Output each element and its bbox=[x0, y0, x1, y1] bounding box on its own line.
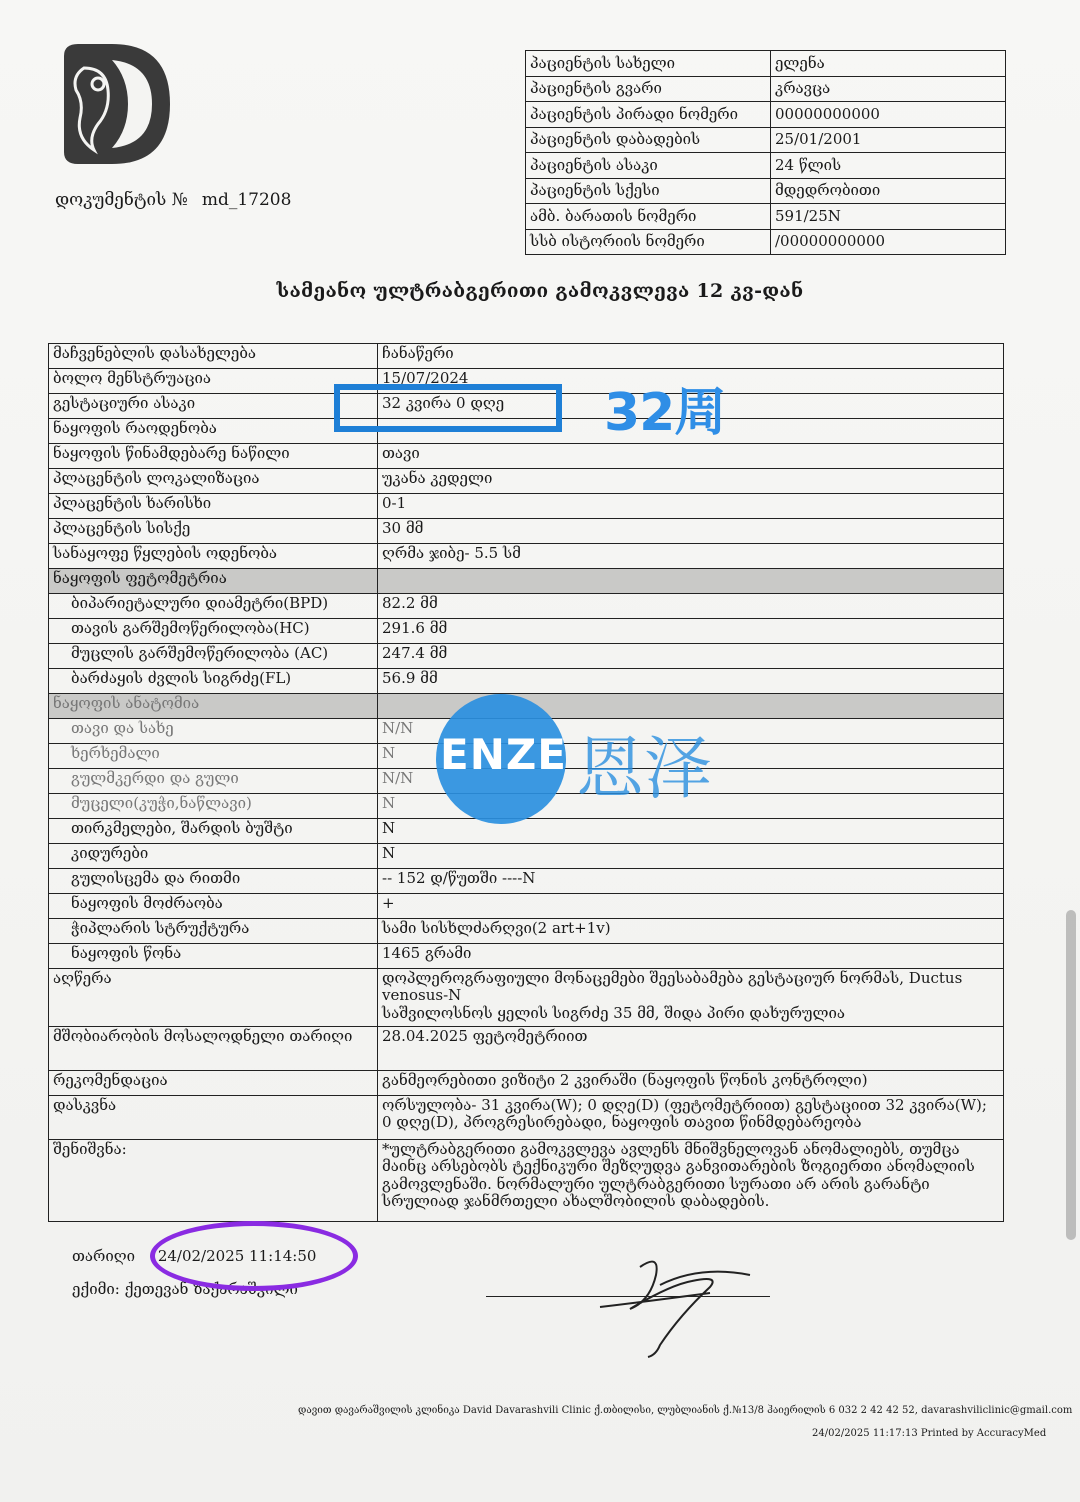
report-title: სამეანო ულტრაბგერითი გამოკვლევა 12 კვ-დან bbox=[276, 280, 804, 302]
row-label: პლაცენტის ხარისხი bbox=[49, 494, 378, 519]
row-label: გულმკერდი და გული bbox=[49, 769, 378, 794]
row-label: გესტაციური ასაკი bbox=[49, 394, 378, 419]
row-value: 32 კვირა 0 დღე bbox=[378, 394, 1004, 419]
row-label: მაჩვენებლის დასახელება bbox=[49, 344, 378, 369]
row-label: კიდურები bbox=[49, 844, 378, 869]
date-highlight-ellipse bbox=[150, 1221, 358, 1291]
row-label: ბიპარიეტალური დიამეტრი(BPD) bbox=[49, 594, 378, 619]
date-value: 24/02/2025 11:14:50 bbox=[157, 1247, 317, 1265]
patient-field-label: პაციენტის გვარი bbox=[526, 76, 771, 102]
row-value: N/N bbox=[378, 719, 1004, 744]
document-number-value: md_17208 bbox=[201, 190, 292, 210]
patient-field-label: პაციენტის დაბადების bbox=[526, 127, 771, 153]
clinic-footer: დავით დავარაშვილის კლინიკა David Davarashvili Clinic ქ.თბილისი, ლუბლიანის ქ.№13/8 ჰაიერილის 6 032 2 42 42 52, davarashviliclinic@gmail.com bbox=[298, 1405, 1073, 1416]
clinic-logo bbox=[54, 38, 176, 170]
row-value: N bbox=[378, 844, 1004, 869]
row-value: 15/07/2024 bbox=[378, 369, 1004, 394]
patient-field-label: პაციენტის სქესი bbox=[526, 178, 771, 204]
patient-field-value: 24 წლის bbox=[771, 153, 1006, 179]
row-value: *ულტრაბგერითი გამოკვლევა ავლენს მნიშვნელოვან ანომალიებს, თუმცა მაინც არსებობს ტექნიკური შეზღუდვა განვითარების ზოგიერთი ანომალიის გამოვლენაში. ნორმალური ულტრაბგერითი სურათი არ არის გარანტი სრულიად ჯანმრთელი ახალშობილის დაბადების. bbox=[378, 1140, 1004, 1222]
patient-field-value: ელენა bbox=[771, 51, 1006, 77]
patient-field-label: სსბ ისტორიის ნომერი bbox=[526, 229, 771, 255]
row-label: ჭიპლარის სტრუქტურა bbox=[49, 919, 378, 944]
section-heading-anatomy: ნაყოფის ანატომია bbox=[49, 694, 378, 719]
document-number bbox=[55, 190, 291, 210]
row-label: თირკმელები, შარდის ბუშტი bbox=[49, 819, 378, 844]
row-value: N bbox=[378, 744, 1004, 769]
row-value: სამი სისხლძარღვი(2 art+1v) bbox=[378, 919, 1004, 944]
patient-field-value: 591/25N bbox=[771, 204, 1006, 230]
watermark-chinese-text: 恩泽 bbox=[576, 730, 713, 809]
row-value: 30 მმ bbox=[378, 519, 1004, 544]
patient-field-value: /00000000000 bbox=[771, 229, 1006, 255]
patient-field-value: მდედრობითი bbox=[771, 178, 1006, 204]
row-value: უკანა კედელი bbox=[378, 469, 1004, 494]
row-value: N/N bbox=[378, 769, 1004, 794]
row-value: 247.4 მმ bbox=[378, 644, 1004, 669]
doctor-signature bbox=[560, 1245, 800, 1365]
row-label: ნაყოფის წონა bbox=[49, 944, 378, 969]
row-label: შენიშვნა: bbox=[49, 1140, 378, 1222]
row-value: 82.2 მმ bbox=[378, 594, 1004, 619]
section-heading-fetometry: ნაყოფის ფეტომეტრია bbox=[49, 569, 378, 594]
row-value: N bbox=[378, 819, 1004, 844]
row-label: ნაყოფის მოძრაობა bbox=[49, 894, 378, 919]
annotation-weeks: 32周 bbox=[604, 383, 726, 443]
description-line: დოპლეროგრაფიული მონაცემები შეესაბამება გესტაციურ ნორმას, Ductus venosus-N bbox=[382, 969, 963, 1005]
row-label: ბარძაყის ძვლის სიგრძე(FL) bbox=[49, 669, 378, 694]
row-label: დასკვნა bbox=[49, 1096, 378, 1140]
row-value: 28.04.2025 ფეტომეტრიით bbox=[378, 1027, 1004, 1071]
row-value: 291.6 მმ bbox=[378, 619, 1004, 644]
row-label: თავის გარშემოწერილობა(HC) bbox=[49, 619, 378, 644]
row-value: თავი bbox=[378, 444, 1004, 469]
row-label: რეკომენდაცია bbox=[49, 1071, 378, 1096]
row-label: მუცლის გარშემოწერილობა (AC) bbox=[49, 644, 378, 669]
row-value: განმეორებითი ვიზიტი 2 კვირაში (ნაყოფის წონის კონტროლი) bbox=[378, 1071, 1004, 1096]
date-label: თარიღი bbox=[72, 1247, 136, 1265]
row-value: ორსულობა- 31 კვირა(W); 0 დღე(D) (ფეტომეტრიით) გესტაციით 32 კვირა(W); 0 დღე(D), პროგრესირებადი, ნაყოფის თავით წინმდებარეობა bbox=[378, 1096, 1004, 1140]
row-label: ბოლო მენსტრუაცია bbox=[49, 369, 378, 394]
patient-field-label: პაციენტის სახელი bbox=[526, 51, 771, 77]
scrollbar[interactable] bbox=[1066, 910, 1076, 1240]
doctor-label: ექიმი: bbox=[72, 1280, 120, 1298]
patient-field-value: 00000000000 bbox=[771, 102, 1006, 128]
row-value: N bbox=[378, 794, 1004, 819]
doctor-name: ქეთევან ზაქარაშვილი bbox=[124, 1280, 298, 1298]
patient-field-label: ამბ. ბარათის ნომერი bbox=[526, 204, 771, 230]
row-value: -- 152 დ/წუთში ----N bbox=[378, 869, 1004, 894]
description-line: საშვილოსნოს ყელის სიგრძე 35 მმ, შიდა პირი დახურულია bbox=[382, 1003, 845, 1022]
print-stamp: 24/02/2025 11:17:13 Printed by AccuracyMed bbox=[812, 1428, 1047, 1439]
row-label: ნაყოფის წინამდებარე ნაწილი bbox=[49, 444, 378, 469]
row-label: მუცელი(კუჭი,ნაწლავი) bbox=[49, 794, 378, 819]
watermark-logo-text: ENZE bbox=[440, 730, 567, 779]
row-value: 56.9 მმ bbox=[378, 669, 1004, 694]
row-label: თავი და სახე bbox=[49, 719, 378, 744]
row-value: 1465 გრამი bbox=[378, 944, 1004, 969]
row-label: მშობიარობის მოსალოდნელი თარიღი bbox=[49, 1027, 378, 1071]
row-value: ღრმა ჯიბე- 5.5 სმ bbox=[378, 544, 1004, 569]
row-value bbox=[378, 969, 1004, 1027]
document-number-label: დოკუმენტის № bbox=[55, 190, 188, 210]
row-label: აღწერა bbox=[49, 969, 378, 1027]
patient-info-table bbox=[525, 50, 1006, 255]
row-label: ნაყოფის რაოდენობა bbox=[49, 419, 378, 444]
row-label: გულისცემა და რითმი bbox=[49, 869, 378, 894]
row-value: ჩანაწერი bbox=[378, 344, 1004, 369]
patient-field-label: პაციენტის ასაკი bbox=[526, 153, 771, 179]
patient-field-value: 25/01/2001 bbox=[771, 127, 1006, 153]
patient-field-label: პაციენტის პირადი ნომერი bbox=[526, 102, 771, 128]
row-label: სანაყოფე წყლების ოდენობა bbox=[49, 544, 378, 569]
row-value: 0-1 bbox=[378, 494, 1004, 519]
highlight-box bbox=[334, 384, 562, 432]
row-label: ხერხემალი bbox=[49, 744, 378, 769]
row-value: + bbox=[378, 894, 1004, 919]
row-label: პლაცენტის სისქე bbox=[49, 519, 378, 544]
row-label: პლაცენტის ლოკალიზაცია bbox=[49, 469, 378, 494]
patient-field-value: კრავცა bbox=[771, 76, 1006, 102]
